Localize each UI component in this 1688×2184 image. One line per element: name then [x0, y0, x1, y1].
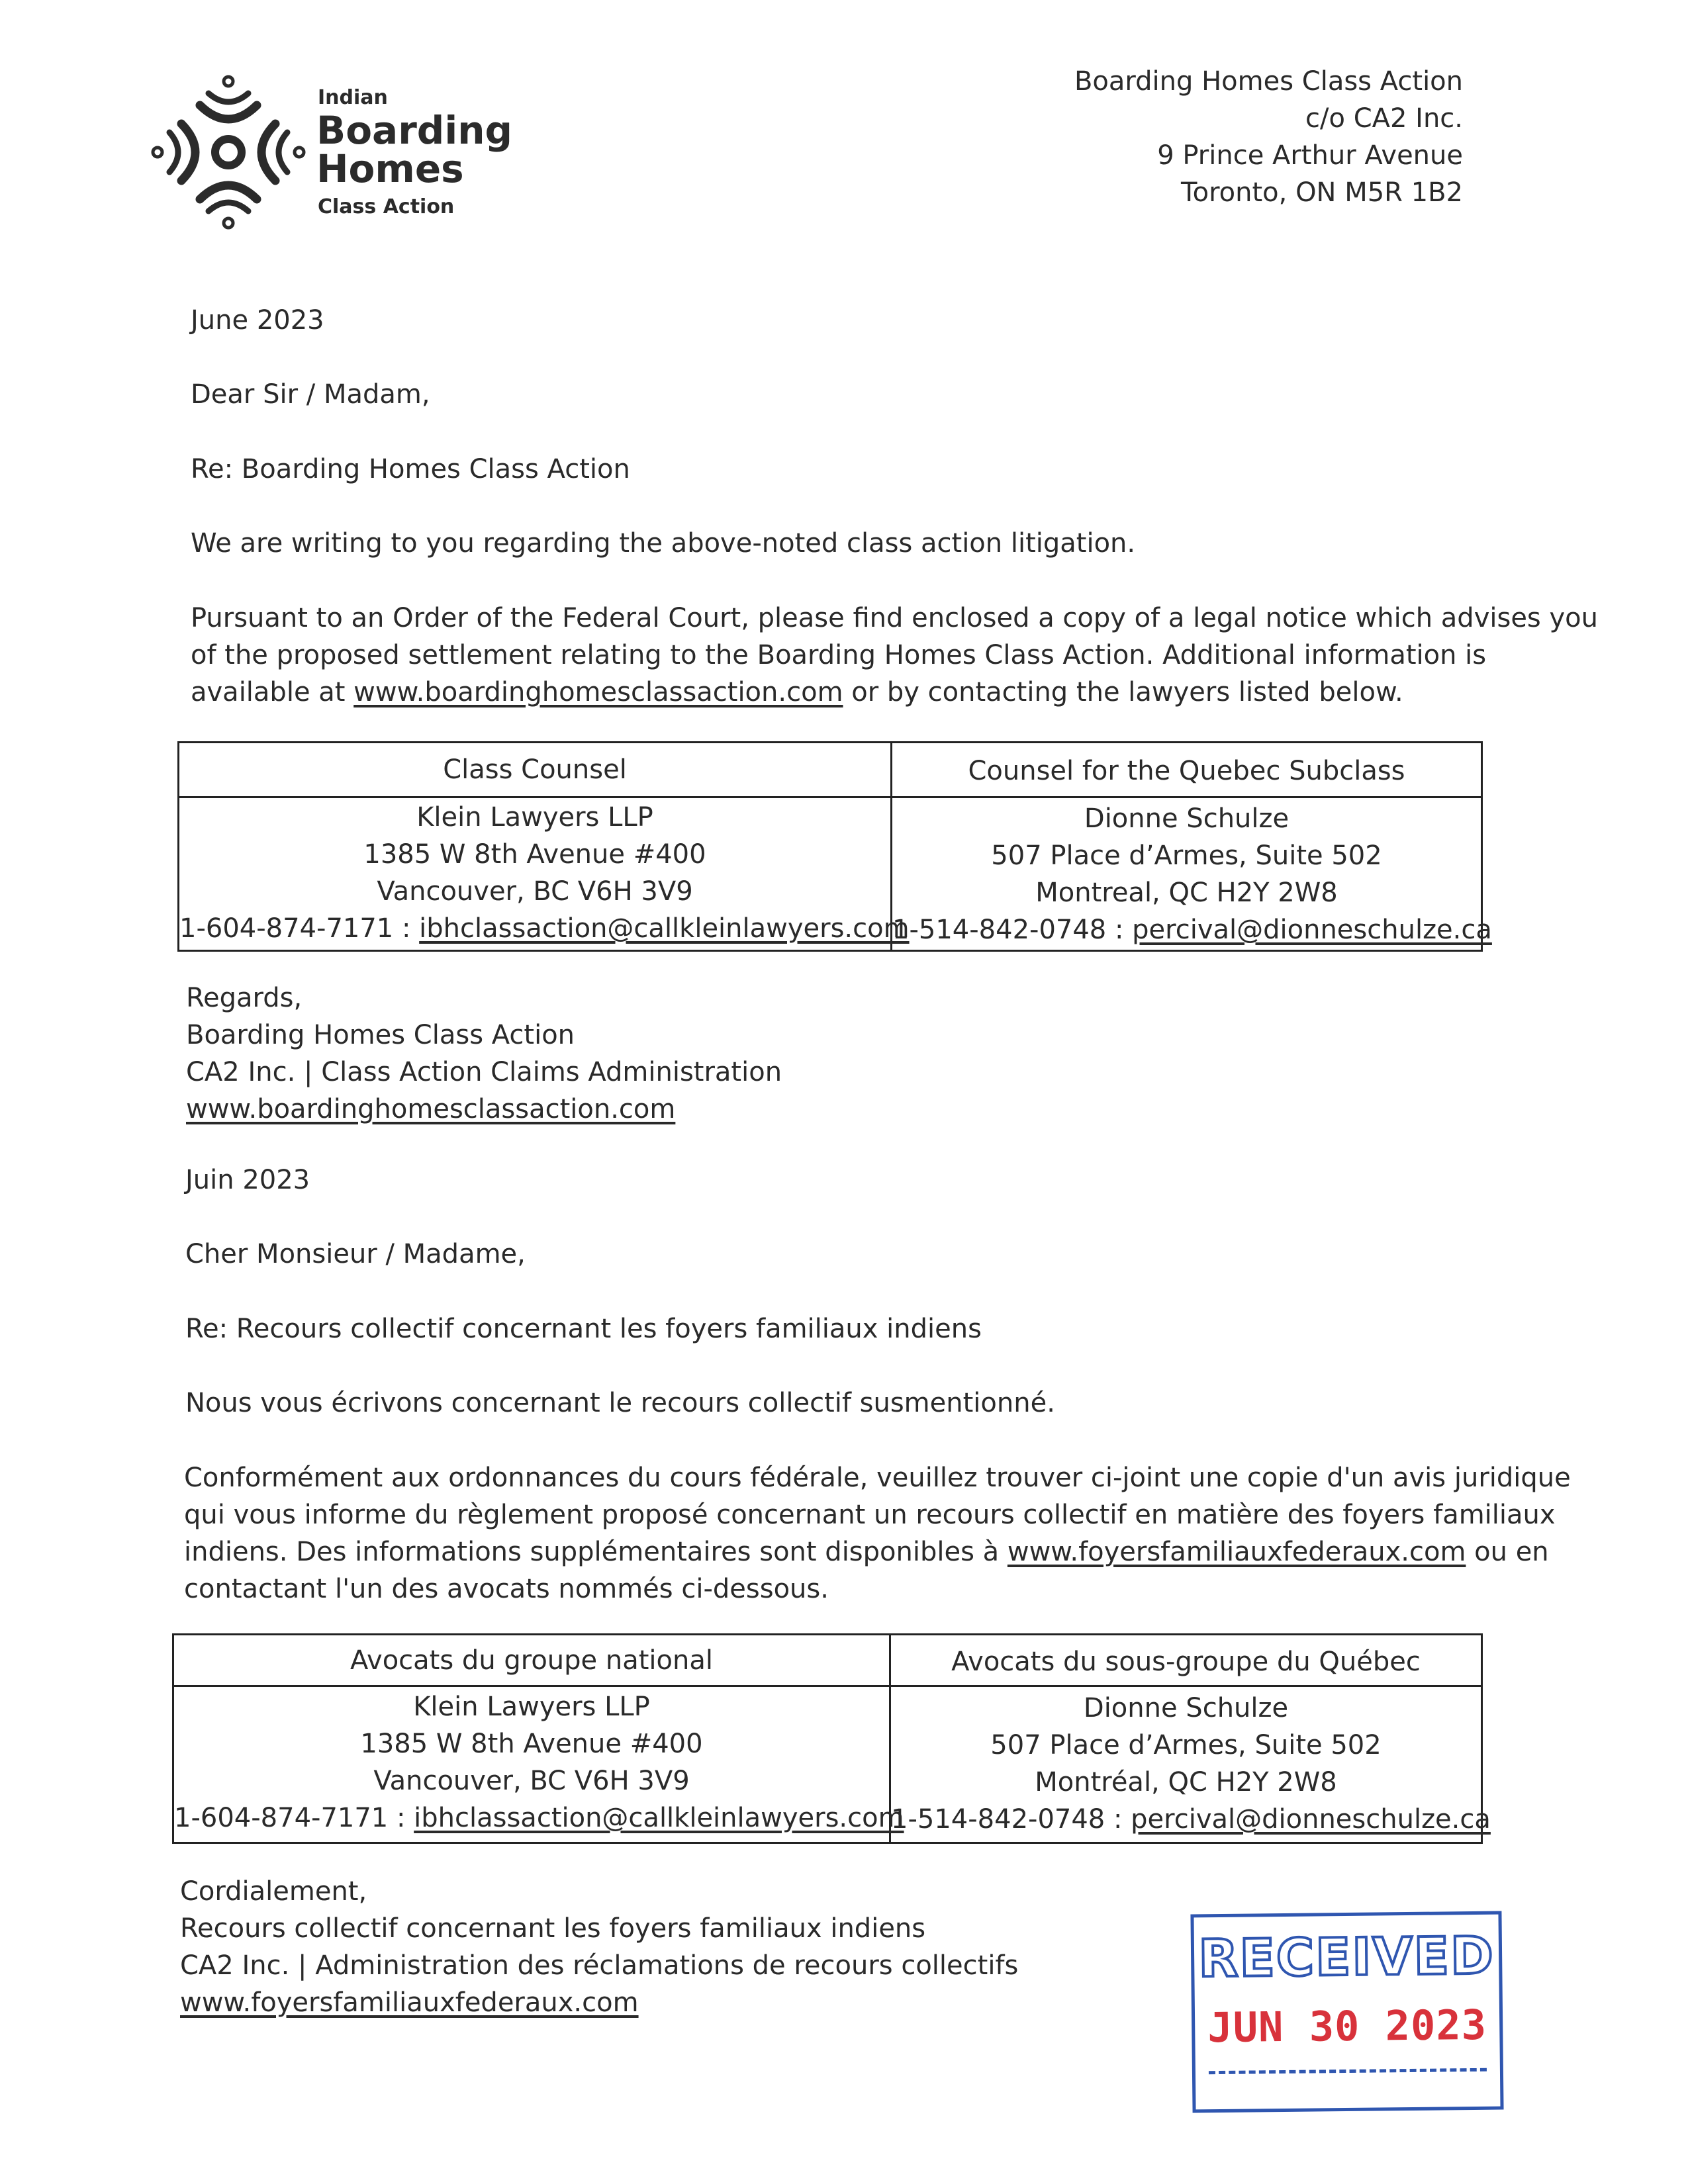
stamp-signature-line — [1209, 2068, 1487, 2074]
body-text: or by contacting the lawyers listed below. — [843, 677, 1403, 707]
logo-text-homes: Homes — [316, 146, 464, 191]
website-link[interactable]: www.foyersfamiliauxfederaux.com — [180, 1987, 639, 2018]
website-link[interactable]: www.boardinghomesclassaction.com — [186, 1094, 676, 1124]
firm-city: Vancouver, BC V6H 3V9 — [377, 876, 693, 907]
body-paragraph — [191, 600, 1598, 711]
organization-logo — [146, 69, 513, 235]
body-text: available at — [191, 677, 354, 707]
firm-street: 507 Place d’Armes, Suite 502 — [991, 841, 1382, 871]
table-header-class-counsel: Class Counsel — [443, 754, 627, 785]
body-line: of the proposed settlement relating to the Boarding Homes Class Action. Additional information is — [191, 640, 1487, 670]
intro-paragraph: We are writing to you regarding the above-noted class action litigation. — [191, 528, 1136, 559]
email-link[interactable]: percival@dionneschulze.ca — [1131, 1804, 1491, 1835]
firm-street: 1385 W 8th Avenue #400 — [360, 1729, 703, 1759]
body-paragraph-fr — [184, 1459, 1571, 1608]
firm-contact — [179, 910, 910, 947]
subject-line: Re: Boarding Homes Class Action — [191, 454, 630, 484]
signature-block — [186, 979, 782, 1128]
counsel-details-right-fr — [891, 1690, 1491, 1838]
signature-line: Recours collectif concernant les foyers familiaux indiens — [180, 1913, 926, 1944]
firm-name: Klein Lawyers LLP — [416, 802, 653, 833]
body-line: Conformément aux ordonnances du cours fédérale, veuillez trouver ci-joint une copie d'un avis juridique — [184, 1463, 1571, 1493]
stamp-title: RECEIVED — [1198, 1926, 1495, 1989]
contact-table-fr — [172, 1633, 1491, 1844]
signature-line: CA2 Inc. | Administration des réclamations de recours collectifs — [180, 1950, 1019, 1981]
stamp-date: JUN 30 2023 — [1207, 2000, 1487, 2052]
table-divider — [179, 796, 1481, 798]
counsel-details-left-fr — [174, 1688, 904, 1837]
salutation-fr: Cher Monsieur / Madame, — [185, 1239, 526, 1269]
body-line — [191, 674, 1598, 711]
firm-contact — [174, 1799, 904, 1837]
return-address-line: c/o CA2 Inc. — [1305, 103, 1463, 134]
counsel-details-right — [892, 800, 1492, 948]
firm-name: Klein Lawyers LLP — [413, 1692, 650, 1722]
logo-text-indian: Indian — [318, 86, 388, 109]
intro-paragraph-fr: Nous vous écrivons concernant le recours collectif susmentionné. — [185, 1388, 1055, 1418]
return-address-line: Toronto, ON M5R 1B2 — [1180, 177, 1463, 208]
signature-line: CA2 Inc. | Class Action Claims Administration — [186, 1057, 782, 1087]
body-line — [184, 1533, 1571, 1570]
body-line: qui vous informe du règlement proposé concernant un recours collectif en matière des foyers familiaux — [184, 1500, 1556, 1530]
table-header-national-counsel: Avocats du groupe national — [350, 1645, 713, 1676]
firm-street: 1385 W 8th Avenue #400 — [363, 839, 706, 870]
table-header-quebec-counsel-fr: Avocats du sous-groupe du Québec — [951, 1647, 1421, 1677]
received-stamp — [1190, 1911, 1503, 2113]
return-address — [1074, 63, 1463, 211]
body-text: indiens. Des informations supplémentaires sont disponibles à — [184, 1537, 1008, 1567]
firm-name: Dionne Schulze — [1083, 1693, 1289, 1723]
logo-text-boarding: Boarding — [316, 108, 513, 153]
firm-contact — [892, 911, 1492, 948]
radiating-circles-logo-icon — [146, 69, 311, 235]
closing-fr: Cordialement, — [180, 1876, 367, 1907]
letter-date-fr: Juin 2023 — [185, 1165, 310, 1195]
signature-block-fr — [180, 1873, 1018, 2021]
firm-city: Vancouver, BC V6H 3V9 — [373, 1766, 690, 1796]
firm-name: Dionne Schulze — [1084, 803, 1289, 834]
firm-city: Montréal, QC H2Y 2W8 — [1035, 1767, 1337, 1797]
website-link[interactable]: www.foyersfamiliauxfederaux.com — [1007, 1537, 1466, 1567]
firm-street: 507 Place d’Armes, Suite 502 — [990, 1730, 1382, 1760]
logo-text-class-action: Class Action — [318, 195, 455, 218]
table-divider — [174, 1685, 1481, 1687]
firm-contact — [891, 1801, 1491, 1838]
website-link[interactable]: www.boardinghomesclassaction.com — [353, 677, 843, 707]
body-text: ou en — [1466, 1537, 1549, 1567]
counsel-details-left — [179, 799, 910, 947]
signature-line: Boarding Homes Class Action — [186, 1020, 575, 1050]
firm-phone: 1-604-874-7171 : — [174, 1803, 414, 1833]
closing: Regards, — [186, 983, 303, 1013]
contact-table — [177, 741, 1492, 952]
subject-line-fr: Re: Recours collectif concernant les foyers familiaux indiens — [185, 1314, 982, 1344]
firm-phone: 1-514-842-0748 : — [891, 1804, 1131, 1835]
body-line: contactant l'un des avocats nommés ci-dessous. — [184, 1574, 829, 1604]
return-address-line: 9 Prince Arthur Avenue — [1157, 140, 1463, 171]
body-line: Pursuant to an Order of the Federal Court, please find enclosed a copy of a legal notice which advises you — [191, 603, 1598, 633]
email-link[interactable]: percival@dionneschulze.ca — [1132, 915, 1492, 945]
email-link[interactable]: ibhclassaction@callkleinlawyers.com — [414, 1803, 904, 1833]
salutation: Dear Sir / Madam, — [191, 379, 430, 410]
table-header-quebec-counsel: Counsel for the Quebec Subclass — [968, 756, 1405, 786]
firm-phone: 1-514-842-0748 : — [892, 915, 1133, 945]
return-address-line: Boarding Homes Class Action — [1074, 66, 1463, 97]
firm-city: Montreal, QC H2Y 2W8 — [1035, 878, 1338, 908]
email-link[interactable]: ibhclassaction@callkleinlawyers.com — [419, 913, 910, 944]
letter-date: June 2023 — [191, 305, 324, 336]
firm-phone: 1-604-874-7171 : — [179, 913, 420, 944]
